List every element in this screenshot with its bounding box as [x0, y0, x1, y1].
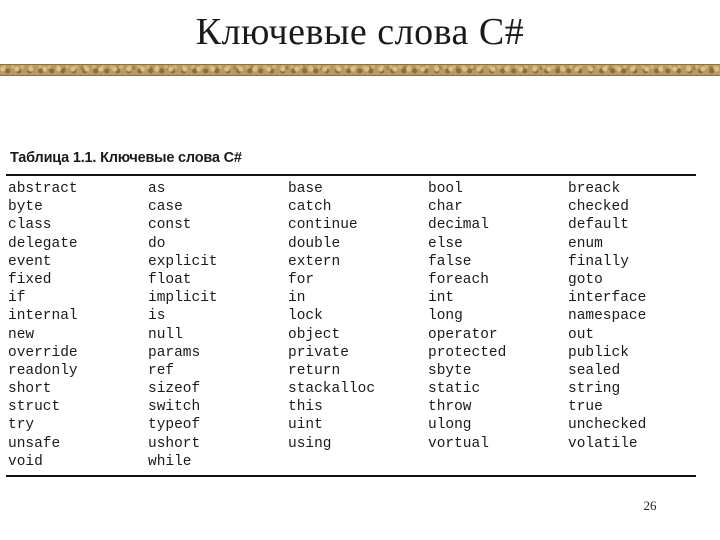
keyword-cell: protected: [428, 344, 507, 361]
keyword-cell: uint: [288, 417, 323, 434]
keyword-cell: fixed: [8, 271, 52, 288]
keyword-cell: if: [8, 290, 26, 307]
keyword-cell: object: [288, 326, 341, 343]
keyword-cell: long: [428, 308, 463, 325]
keyword-cell: double: [288, 235, 341, 252]
keyword-cell: out: [568, 326, 595, 343]
keyword-cell: operator: [428, 326, 498, 343]
keyword-cell: continue: [288, 217, 358, 234]
keyword-cell: vortual: [428, 435, 489, 452]
keyword-column: [148, 180, 288, 471]
keyword-cell: sizeof: [148, 381, 201, 398]
keyword-cell: struct: [8, 399, 61, 416]
keyword-cell: event: [8, 253, 52, 270]
keyword-column: [288, 180, 428, 471]
keyword-cell: breack: [568, 181, 621, 197]
keyword-cell: decimal: [428, 217, 489, 234]
keyword-cell: float: [148, 271, 192, 288]
keyword-cell: stackalloc: [288, 381, 376, 398]
keyword-cell: delegate: [8, 235, 78, 252]
keyword-cell: params: [148, 344, 201, 361]
keyword-cell: char: [428, 199, 463, 216]
table-caption: Таблица 1.1. Ключевые слова C#: [10, 150, 242, 166]
keyword-cell: implicit: [148, 290, 218, 307]
keyword-cell: unsafe: [8, 435, 61, 452]
keyword-cell: try: [8, 417, 35, 434]
slide-title: Ключевые слова C#: [195, 11, 525, 53]
keyword-cell: sealed: [568, 362, 621, 379]
keyword-cell: interface: [568, 290, 647, 307]
keyword-cell: is: [148, 308, 166, 325]
keyword-cell: int: [428, 290, 455, 307]
keyword-cell: throw: [428, 399, 472, 416]
keyword-cell: ulong: [428, 417, 472, 434]
keyword-cell: do: [148, 235, 166, 252]
keyword-cell: override: [8, 344, 78, 361]
keyword-cell: ref: [148, 362, 175, 379]
keyword-cell: const: [148, 217, 192, 234]
title-divider-bar: [0, 64, 720, 76]
table-bottom-rule: [6, 475, 696, 477]
keyword-cell: lock: [288, 308, 323, 325]
keyword-cell: switch: [148, 399, 201, 416]
keyword-cell: finally: [568, 253, 629, 270]
keyword-cell: case: [148, 199, 183, 216]
keyword-cell: checked: [568, 199, 629, 216]
keyword-cell: void: [8, 453, 43, 470]
keyword-cell: internal: [8, 308, 78, 325]
keyword-cell: while: [148, 453, 192, 470]
keyword-cell: ushort: [148, 435, 201, 452]
keyword-column: [428, 180, 568, 471]
keyword-cell: foreach: [428, 271, 489, 288]
page-number: 26: [643, 498, 657, 513]
keyword-cell: unchecked: [568, 417, 647, 434]
keyword-cell: readonly: [8, 362, 78, 379]
keyword-cell: return: [288, 362, 341, 379]
keyword-cell: default: [568, 217, 629, 234]
keyword-cell: null: [148, 326, 183, 343]
keyword-cell: publick: [568, 344, 629, 361]
keyword-cell: true: [568, 399, 603, 416]
keyword-cell: catch: [288, 199, 332, 216]
keyword-cell: goto: [568, 271, 603, 288]
keyword-cell: sbyte: [428, 362, 472, 379]
keyword-cell: base: [288, 181, 323, 197]
keyword-cell: volatile: [568, 435, 638, 452]
keyword-cell: abstract: [8, 181, 78, 197]
keyword-column: [8, 180, 148, 471]
keyword-cell: false: [428, 253, 472, 270]
keyword-cell: typeof: [148, 417, 201, 434]
keyword-cell: as: [148, 181, 166, 197]
keyword-cell: for: [288, 271, 315, 288]
keyword-cell: class: [8, 217, 52, 234]
keyword-cell: using: [288, 435, 332, 452]
keyword-cell: short: [8, 381, 52, 398]
keyword-cell: private: [288, 344, 349, 361]
keyword-cell: enum: [568, 235, 603, 252]
keyword-cell: new: [8, 326, 35, 343]
keyword-cell: byte: [8, 199, 43, 216]
keyword-cell: extern: [288, 253, 341, 270]
keyword-cell: else: [428, 235, 463, 252]
keyword-column: [568, 180, 708, 471]
keyword-cell: string: [568, 381, 621, 398]
table-top-rule: [6, 174, 696, 176]
keyword-cell: static: [428, 381, 481, 398]
keyword-cell: this: [288, 399, 323, 416]
keyword-cell: namespace: [568, 308, 647, 325]
keyword-cell: in: [288, 290, 306, 307]
keywords-table: [8, 180, 708, 471]
keyword-cell: explicit: [148, 253, 218, 270]
keyword-cell: bool: [428, 181, 463, 197]
